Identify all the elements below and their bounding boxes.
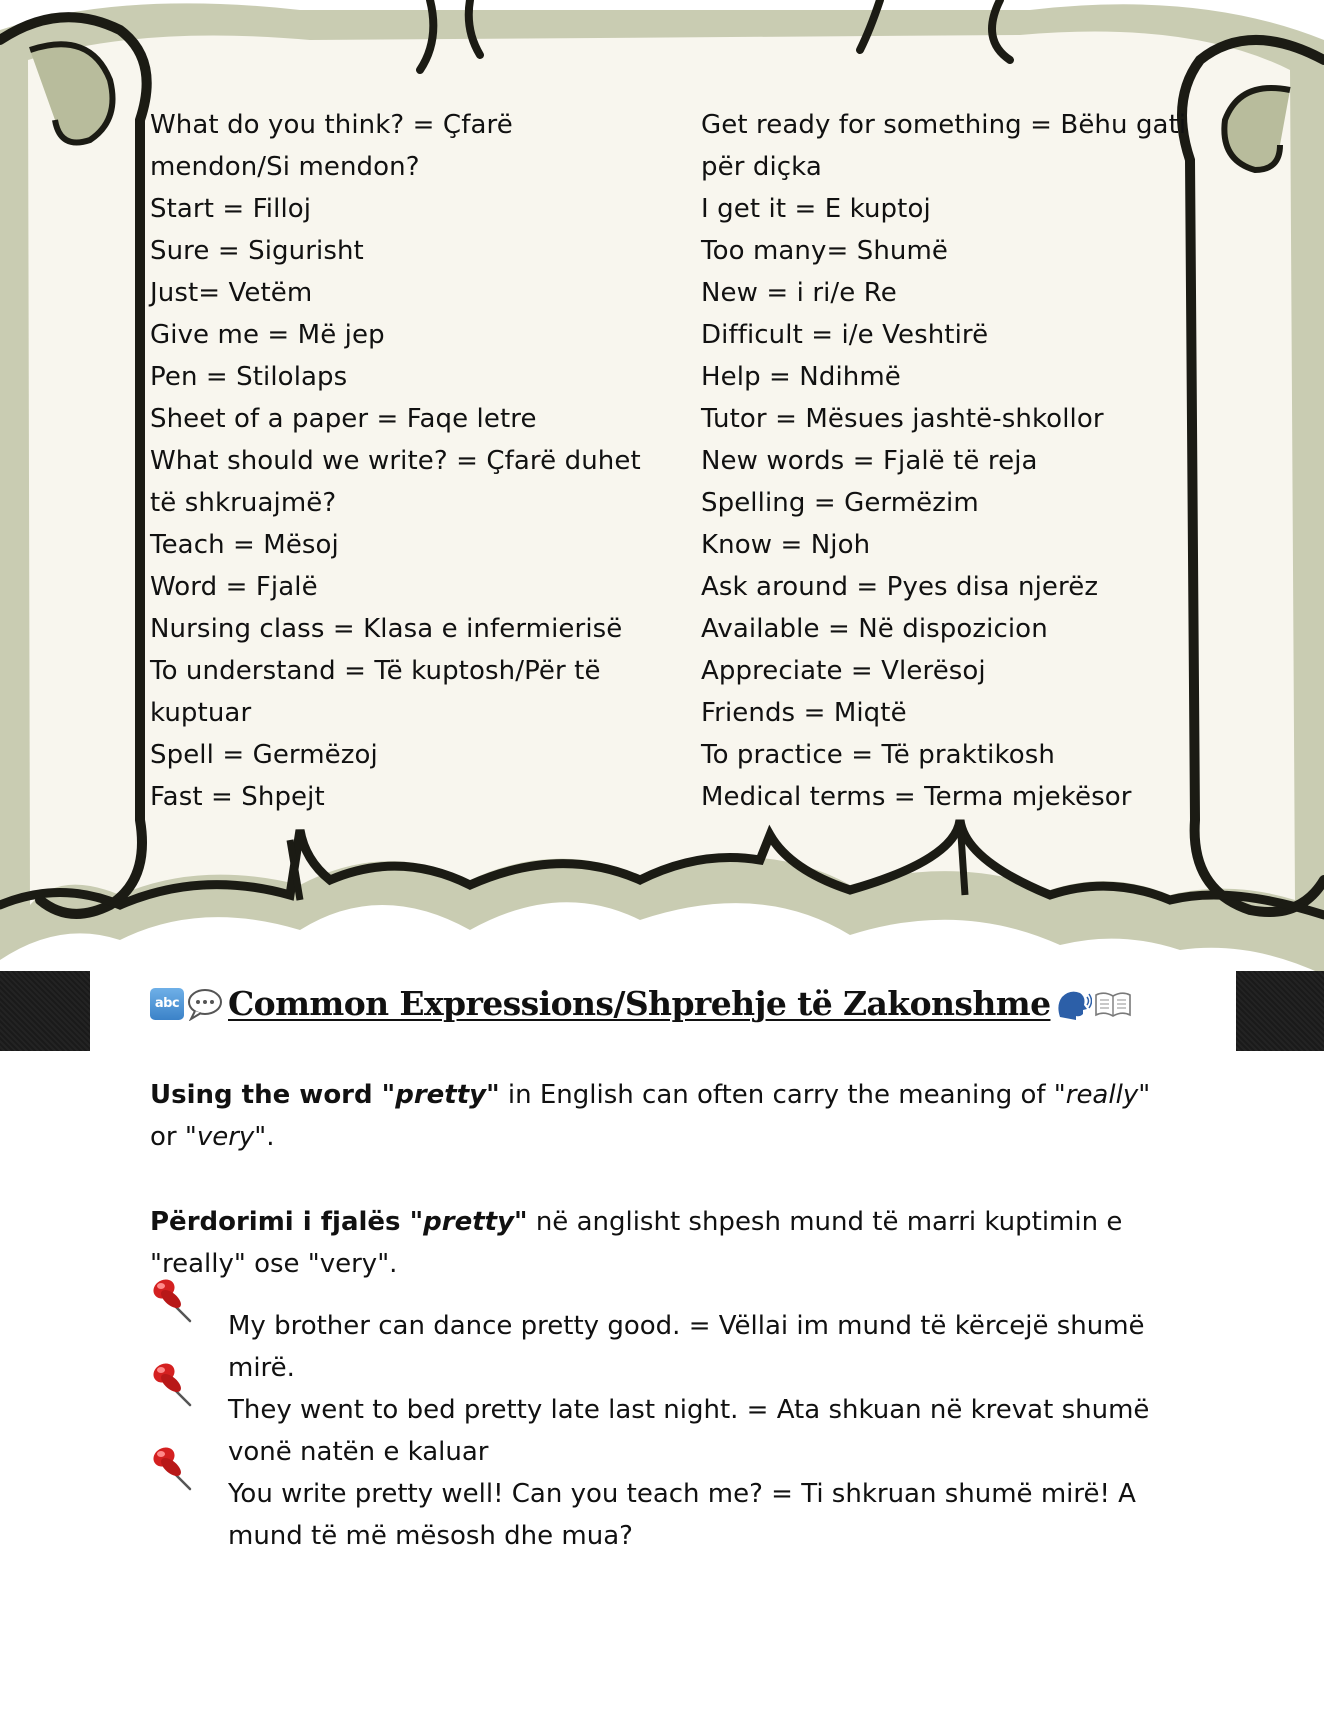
- speaking-head-icon: [1054, 987, 1092, 1021]
- text-run: ": [514, 1207, 528, 1237]
- text-run: ".: [254, 1122, 275, 1152]
- vocab-line: To understand = Të kuptosh/Për të: [150, 656, 601, 686]
- example-text: You write pretty well! Can you teach me? = Ti shkruan shumë mirë! A mund të më mësosh dhe mua?: [228, 1479, 1136, 1551]
- vocab-line: Get ready for something = Bëhu gati: [701, 110, 1187, 140]
- vocab-line: Appreciate = Vlerësoj: [701, 656, 986, 686]
- vocab-line: What should we write? = Çfarë duhet: [150, 446, 641, 476]
- example-text: My brother can dance pretty good. = Vëllai im mund të kërcejë shumë mirë.: [228, 1311, 1145, 1383]
- text-run: pretty: [395, 1080, 487, 1110]
- vocab-column-right: [701, 104, 1221, 818]
- vocab-line: Available = Në dispozicion: [701, 614, 1048, 644]
- vocab-line: Sheet of a paper = Faqe letre: [150, 404, 537, 434]
- vocab-line: Start = Filloj: [150, 194, 312, 224]
- text-run: in English can often carry the meaning of ": [499, 1080, 1066, 1110]
- vocab-line: Difficult = i/e Veshtirë: [701, 320, 989, 350]
- section-title: Common Expressions/Shprehje të Zakonshme: [228, 984, 1051, 1023]
- abc-icon: abc: [150, 988, 184, 1020]
- vocab-line: Spell = Germëzoj: [150, 740, 378, 770]
- text-run: ": [486, 1080, 500, 1110]
- pushpin-icon: [150, 1445, 194, 1491]
- list-item: [150, 1305, 1170, 1389]
- vocab-line: Tutor = Mësues jashtë-shkollor: [701, 404, 1104, 434]
- vocab-line: Nursing class = Klasa e infermierisë: [150, 614, 623, 644]
- dark-block-right: [1236, 971, 1324, 1051]
- vocab-line: Medical terms = Terma mjekësor: [701, 782, 1132, 812]
- vocab-line: Sure = Sigurisht: [150, 236, 364, 266]
- vocab-line: Spelling = Germëzim: [701, 488, 979, 518]
- vocab-line: Teach = Mësoj: [150, 530, 339, 560]
- open-book-icon: [1094, 989, 1132, 1019]
- paragraph-english: [150, 1074, 1160, 1158]
- section-heading: [150, 984, 1132, 1023]
- vocab-line: Too many= Shumë: [701, 236, 949, 266]
- vocab-line: Just= Vetëm: [150, 278, 313, 308]
- vocab-line: kuptuar: [150, 698, 252, 728]
- pushpin-icon: [150, 1361, 194, 1407]
- vocab-line: To practice = Të praktikosh: [701, 740, 1055, 770]
- vocab-line: I get it = E kuptoj: [701, 194, 931, 224]
- paragraph-albanian: [150, 1201, 1160, 1285]
- text-run: pretty: [423, 1207, 515, 1237]
- vocab-line: Know = Njoh: [701, 530, 871, 560]
- example-text: They went to bed pretty late last night. = Ata shkuan në krevat shumë vonë natën e kaluar: [228, 1395, 1150, 1467]
- vocab-line: What do you think? = Çfarë: [150, 110, 513, 140]
- vocab-line: Give me = Më jep: [150, 320, 385, 350]
- vocab-line: Ask around = Pyes disa njerëz: [701, 572, 1099, 602]
- vocab-line: të shkruajmë?: [150, 488, 337, 518]
- vocab-column-left: [150, 104, 670, 818]
- text-run: " or ": [150, 1080, 1151, 1152]
- vocab-line: mendon/Si mendon?: [150, 152, 420, 182]
- vocab-line: Pen = Stilolaps: [150, 362, 348, 392]
- text-run: në anglisht shpesh mund të marri kuptimin e "really" ose "very".: [150, 1207, 1123, 1279]
- vocab-line: Fast = Shpejt: [150, 782, 325, 812]
- speech-bubble-icon: [186, 987, 224, 1021]
- vocab-line: New = i ri/e Re: [701, 278, 897, 308]
- list-item: [150, 1473, 1170, 1557]
- vocab-line: Friends = Miqtë: [701, 698, 907, 728]
- pushpin-icon: [150, 1277, 194, 1323]
- text-run: Përdorimi i fjalës ": [150, 1207, 424, 1237]
- vocab-line: për diçka: [701, 152, 822, 182]
- vocab-line: Help = Ndihmë: [701, 362, 901, 392]
- text-run: really: [1065, 1080, 1139, 1110]
- vocab-line: New words = Fjalë të reja: [701, 446, 1038, 476]
- example-list: [150, 1305, 1170, 1557]
- text-run: very: [196, 1122, 255, 1152]
- text-run: Using the word ": [150, 1080, 396, 1110]
- vocab-line: Word = Fjalë: [150, 572, 318, 602]
- list-item: [150, 1389, 1170, 1473]
- dark-block-left: [0, 971, 90, 1051]
